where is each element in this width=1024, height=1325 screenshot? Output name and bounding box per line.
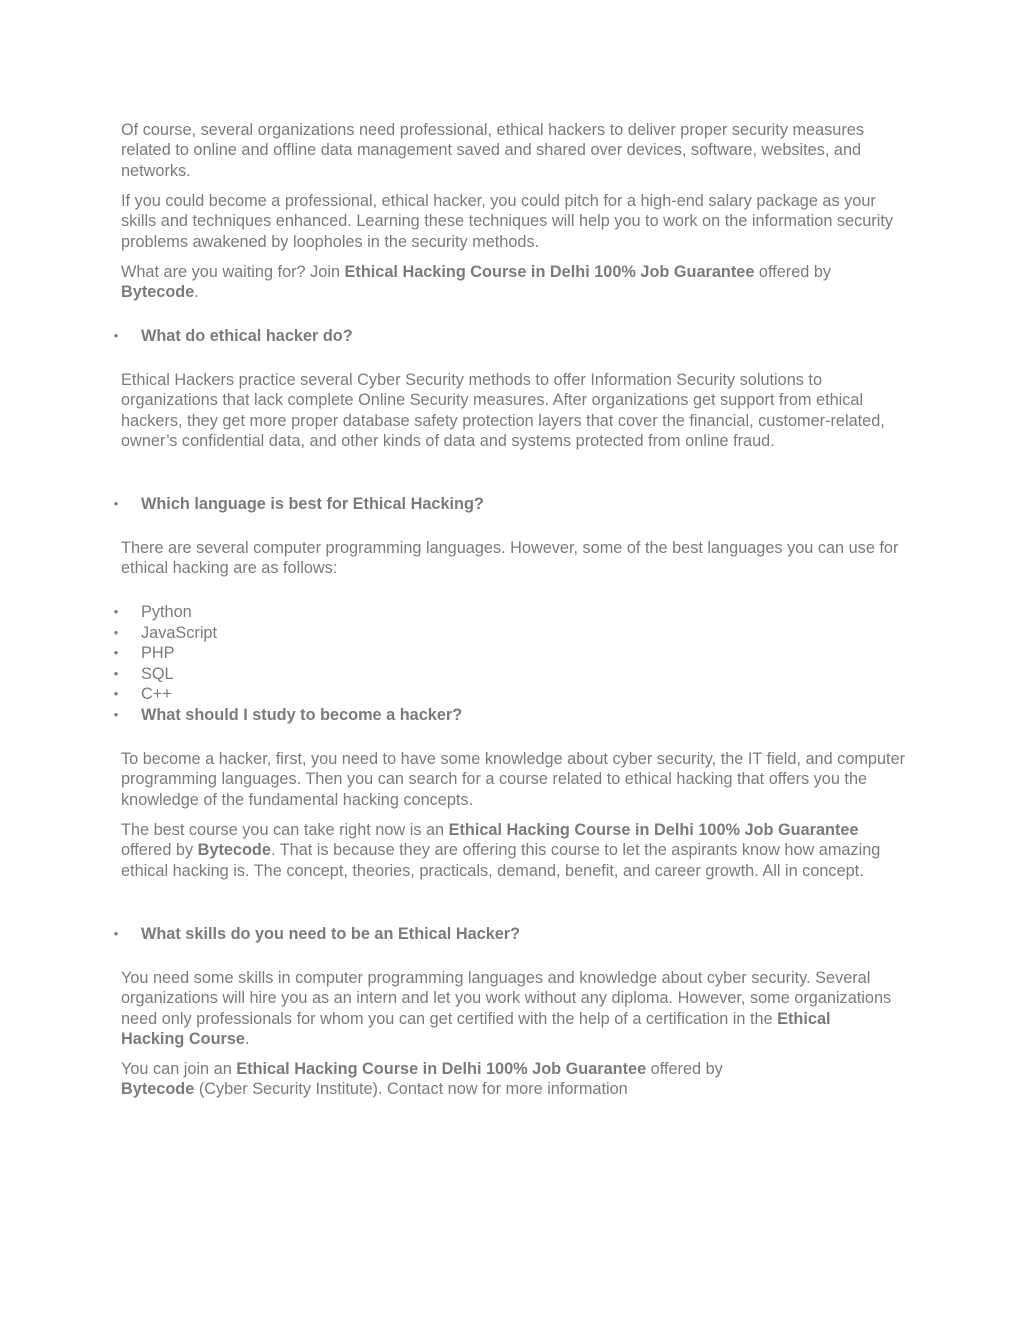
- bullet-heading-skills: [0, 924, 900, 945]
- section-heading: What skills do you need to be an Ethical Hacker?: [141, 925, 521, 943]
- paragraph-contact: [121, 1059, 761, 1100]
- bullet-heading-what-do: [0, 326, 900, 347]
- paragraph-salary: If you could become a professional, ethical hacker, you could pitch for a high-end salary package as your skills and techniques enhanced. Learning these techniques will help you to work on the information security problems awakened by loopholes in the security methods.: [121, 192, 894, 251]
- text: offered by: [646, 1060, 723, 1078]
- bullet-icon: •: [113, 496, 119, 511]
- bullet-icon: •: [113, 926, 119, 941]
- paragraph-best-course: [121, 820, 911, 881]
- course-name: Ethical Hacking Course in Delhi 100% Job Guarantee: [236, 1060, 647, 1078]
- language-label: PHP: [141, 644, 175, 662]
- paragraph-ethical-hackers: Ethical Hackers practice several Cyber Security methods to offer Information Security solutions to organizations that lack complete Online Security measures. After organizations get support from ethical hackers, they get more proper database safety protection layers that cover the financial, customer-related, owner’s confidential data, and other kinds of data and systems protected from online fraud.: [121, 371, 885, 450]
- bullet-icon: •: [113, 645, 119, 660]
- language-label: JavaScript: [141, 624, 218, 642]
- list-item-language: [0, 643, 900, 664]
- list-item-language: [0, 664, 900, 685]
- list-item-language: [0, 623, 900, 644]
- paragraph-languages: There are several computer programming languages. However, some of the best languages you can use for ethical hacking are as follows:: [121, 539, 899, 578]
- text: offered by: [121, 841, 198, 860]
- company-name: Bytecode: [121, 1080, 195, 1099]
- bullet-icon: •: [113, 707, 119, 722]
- text: (Cyber Security Institute). Contact now for more information: [194, 1080, 628, 1099]
- language-label: SQL: [141, 665, 174, 683]
- course-name: Ethical Hacking Course in Delhi 100% Job Guarantee: [448, 821, 859, 839]
- text: . That is because they are offering this course to let the aspirants know how amazing ethical hacking is. The concept, theories, practicals, demand, benefit, and career growth. All in concept.: [121, 841, 881, 880]
- course-name: Ethical Hacking Course: [121, 1009, 831, 1048]
- section-heading: What do ethical hacker do?: [141, 327, 353, 345]
- paragraph-skills: [121, 968, 896, 1049]
- company-name: Bytecode: [121, 283, 195, 302]
- list-item-language: [0, 684, 900, 705]
- text: You can join an: [121, 1060, 237, 1078]
- course-name: Ethical Hacking Course in Delhi 100% Job Guarantee: [344, 263, 755, 281]
- bullet-icon: •: [113, 686, 119, 701]
- bullet-heading-study: [0, 705, 900, 726]
- text: The best course you can take right now is an: [121, 821, 449, 839]
- paragraph-intro: Of course, several organizations need professional, ethical hackers to deliver proper security measures related to online and offline data management saved and shared over devices, software, websites, and networks.: [121, 121, 864, 180]
- company-name: Bytecode: [197, 841, 271, 860]
- list-item-language: [0, 602, 900, 623]
- bullet-icon: •: [113, 328, 119, 343]
- bullet-icon: •: [113, 625, 119, 640]
- text: What are you waiting for? Join: [121, 263, 345, 281]
- paragraph-join: [121, 262, 881, 303]
- bullet-icon: •: [113, 666, 119, 681]
- text: .: [194, 283, 199, 302]
- text: You need some skills in computer programming languages and knowledge about cyber security. Several organizations will hire you as an intern and let you work without any diploma. However, some organizations need only professionals for whom you can get certified with the help of a certification in the: [121, 969, 892, 1028]
- language-label: Python: [141, 603, 192, 621]
- bullet-heading-language: [0, 494, 900, 515]
- bullet-icon: •: [113, 604, 119, 619]
- section-heading: Which language is best for Ethical Hacking?: [141, 495, 484, 513]
- text: .: [244, 1029, 250, 1048]
- section-heading: What should I study to become a hacker?: [141, 706, 463, 724]
- language-label: C++: [141, 685, 172, 703]
- paragraph-become-hacker: To become a hacker, first, you need to have some knowledge about cyber security, the IT field, and computer programming languages. Then you can search for a course related to ethical hacking that offers you the knowledge of the fundamental hacking concepts.: [121, 750, 906, 809]
- text: offered by: [754, 263, 832, 281]
